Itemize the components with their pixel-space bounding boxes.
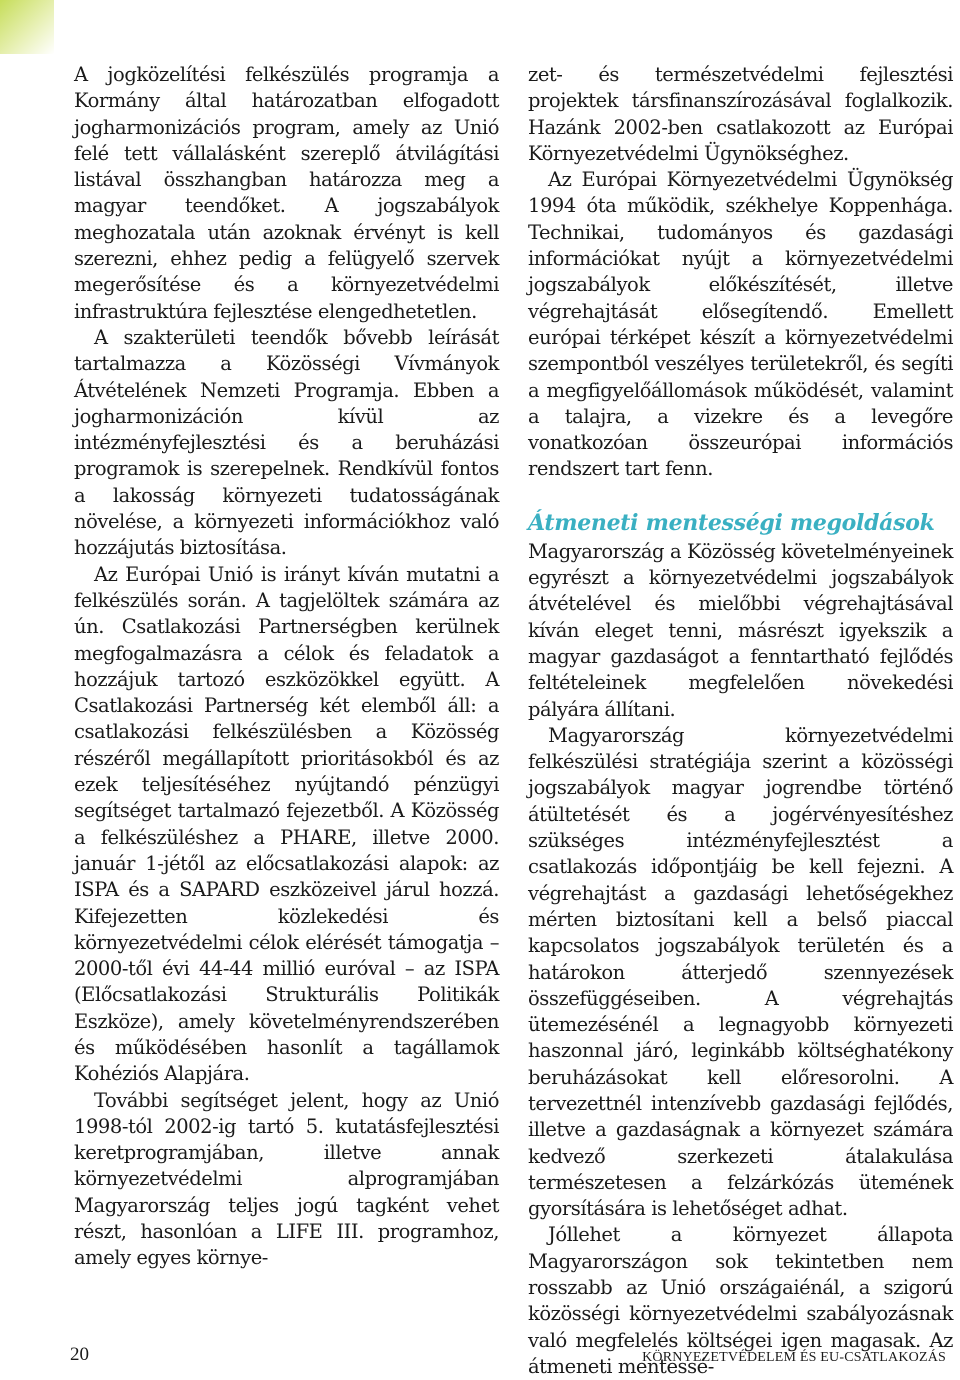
paragraph: A szakterületi teendők bővebb leírását tartalmazza a Közösségi Vívmányok Átvételének Nemzeti Programja. Ebben a jogharmonizáción kívül az intézményfejlesztési és a beruházási programok is szerepelnek. Rendkívül fontos a lakosság környezeti tudatosságának növelése, a környezeti információkhoz való hozzájutás biztosítása.: [74, 325, 499, 560]
paragraph: További segítséget jelent, hogy az Unió 1998-tól 2002-ig tartó 5. kutatásfejlesztési keretprogramjában, illetve annak környezetvédelmi alprogramjában Magyarország teljes jogú tagként vehet részt, hasonlóan a LIFE III. programhoz, amely egyes környe-: [74, 1088, 499, 1270]
corner-accent: [0, 0, 54, 54]
right-column: [528, 62, 953, 1380]
paragraph: A jogközelítési felkészülés programja a Kormány által határozatban elfogadott jogharmonizációs program, amely az Unió felé tett vállalásként szereplő átvilágítási listával összhangban határozza meg a magyar teendőket. A jogszabályok meghozatala után azoknak érvényt is kell szerezni, ehhez pedig a felügyelő szervek megerősítése és a környezetvédelmi infrastruktúra fejlesztése elengedhetetlen.: [74, 63, 499, 323]
left-column: [74, 62, 499, 1272]
paragraph: Jóllehet a környezet állapota Magyarországon sok tekintetben nem rosszabb az Unió országaiénál, a szigorú közösségi környezetvédelmi szabályozásnak való megfelelés költségei igen magasak. Az átmeneti mentessé-: [528, 1223, 953, 1378]
paragraph: Magyarország a Közösség követelményeinek egyrészt a környezetvédelmi jogszabályok átvételével és mielőbbi végrehajtásával kíván eleget tenni, másrészt igyekszik a magyar gazdaságot a fenntartható fejlődés feltételeinek megfelelően növekedési pályára állítani.: [528, 539, 953, 721]
paragraph: Magyarország környezetvédelmi felkészülési stratégiája szerint a közösségi jogszabályok magyar jogrendbe történő átültetését és a jogérvényesítéshez szükséges intézményfejlesztést a csatlakozás időpontjáig be kell fejezni. A végrehajtást a gazdasági lehetőségekhez mérten biztosítani kell a belső piaccal kapcsolatos jogszabályok területén és a határokon átterjedő szennyezések összefüggéseiben. A végrehajtás ütemezésénél a legnagyobb környezeti haszonnal járó, leginkább költséghatékony beruházásokat kell előresorolni. A tervezettnél intenzívebb gazdasági fejlődés, illetve a gazdaságnak a környezet számára kedvező szerkezeti átalakulása természetesen a felzárkózás ütemének gyorsítására is lehetőséget adhat.: [528, 723, 953, 1221]
page-number: 20: [70, 1344, 89, 1365]
running-title: KÖRNYEZETVÉDELEM ÉS EU-CSATLAKOZÁS: [642, 1350, 946, 1365]
paragraph: Az Európai Unió is irányt kíván mutatni a felkészülés során. A tagjelöltek számára az ún. Csatlakozási Partnerségben kerülnek megfogalmazásra a célok és feladatok a hozzájuk tartozó eszközökkel együtt. A Csatlakozási Partnerség két elemből áll: a csatlakozási felkészülésben a Közösség részéről megállapított prioritásokból és az ezek teljesítéséhez nyújtandó pénzügyi segítséget tartalmazó fejezetből. A Közösség a felkészüléshez a PHARE, illetve 2000. január 1-jétől az előcsatlakozási alapok: az ISPA és a SAPARD eszközeivel járul hozzá. Kifejezetten közlekedési és környezetvédelmi célok elérését támogatja – 2000-től évi 44-44 millió euróval – az ISPA (Előcsatlakozási Strukturális Politikák Eszköze), amely követelményrendszerében és működésében hasonlít a tagállamok Kohéziós Alapjára.: [74, 562, 499, 1086]
paragraph: Az Európai Környezetvédelmi Ügynökség 1994 óta működik, székhelye Koppenhága. Technikai, tudományos és gazdasági információkat nyújt a környezetvédelmi jogszabályok előkészítését, illetve végrehajtását elősegítendő. Emellett európai térképet készít a környezetvédelmi szempontból veszélyes területekről, és segíti a megfigyelőállomások működését, valamint a talajra, a vizekre és a levegőre vonatkozóan összeurópai információs rendszert tart fenn.: [528, 168, 953, 481]
paragraph: zet- és természetvédelmi fejlesztési projektek társfinanszírozásával foglalkozik. Hazánk 2002-ben csatlakozott az Európai Környezetvédelmi Ügynökséghez.: [528, 63, 953, 165]
section-heading: Átmeneti mentességi megoldások: [528, 509, 935, 536]
